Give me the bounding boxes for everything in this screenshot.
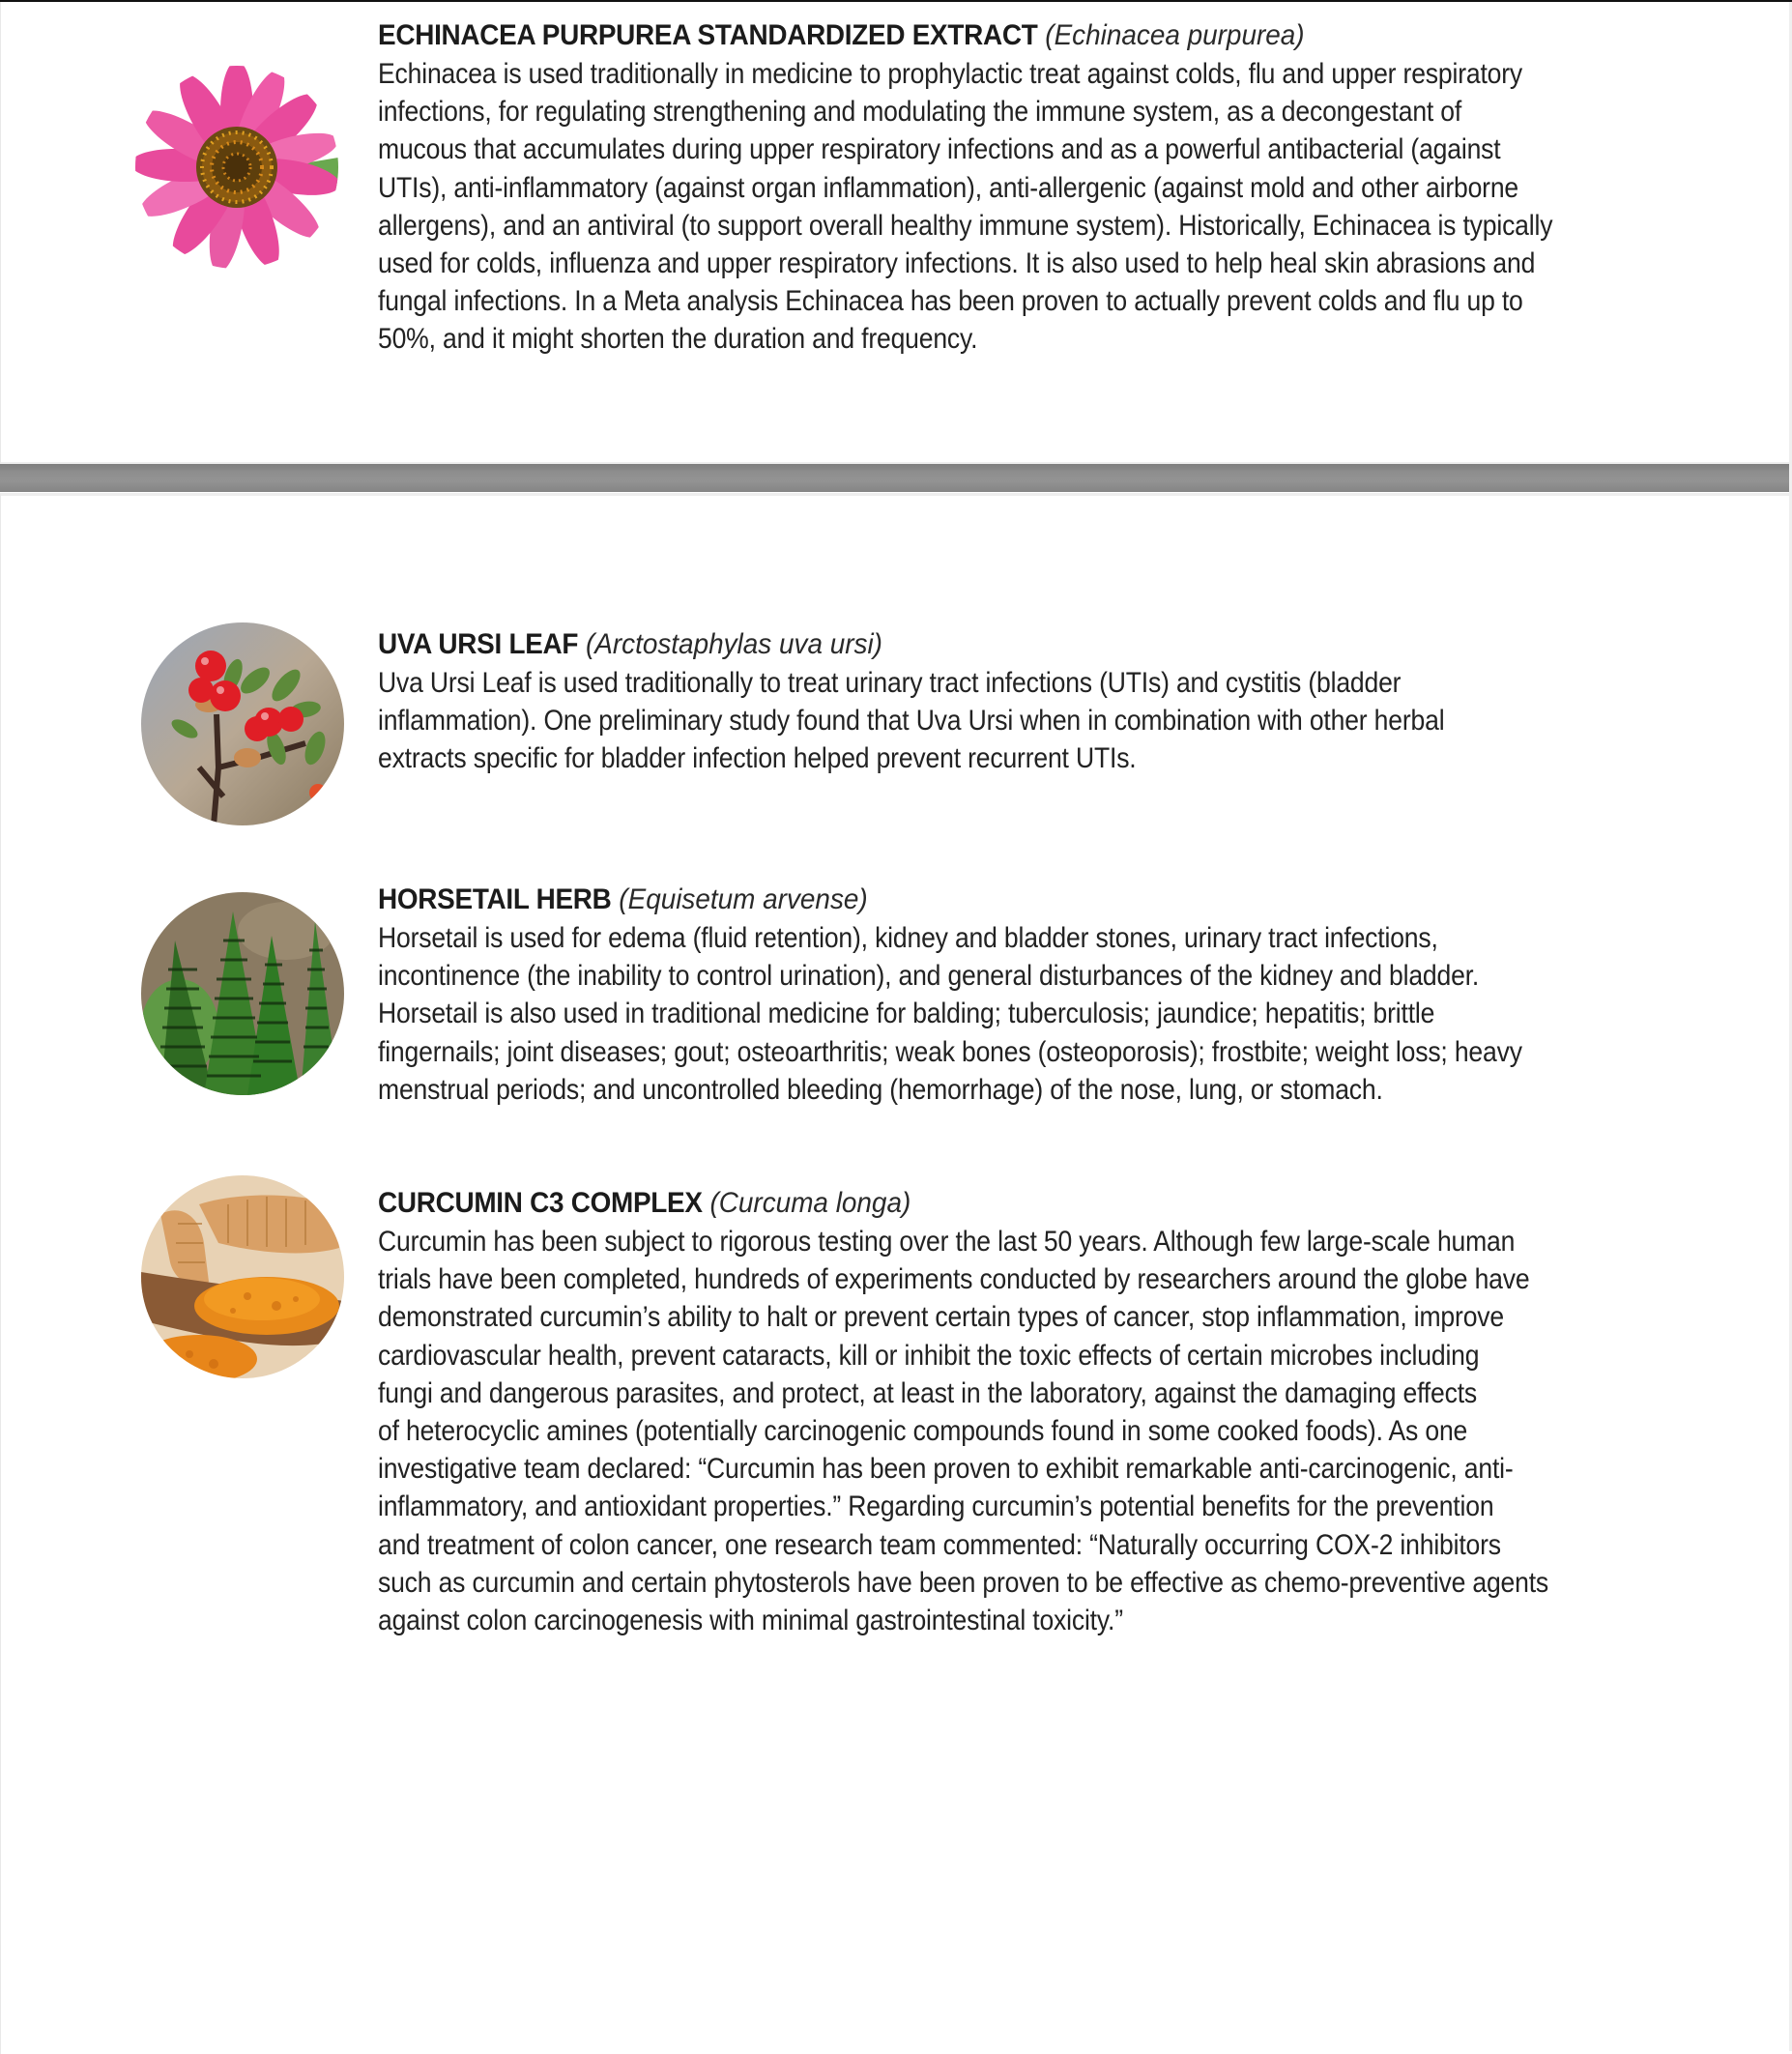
description-line: infections, for regulating strengthening and modulating the immune system, as a decongestant of xyxy=(378,96,1462,129)
description-line: allergens), and an antiviral (to support overall healthy immune system). Historically, Echinacea is typically xyxy=(378,209,1553,242)
herb-latin-name: (Echinacea purpurea) xyxy=(1045,19,1305,51)
description-line: inflammation). One preliminary study found that Uva Ursi when in combination with other herbal xyxy=(378,705,1445,738)
herb-name: ECHINACEA PURPUREA STANDARDIZED EXTRACT xyxy=(378,19,1038,51)
herb-description xyxy=(378,1223,1770,1639)
description-line: Echinacea is used traditionally in medicine to prophylactic treat against colds, flu and upper respiratory xyxy=(378,58,1523,90)
herb-name: CURCUMIN C3 COMPLEX xyxy=(378,1187,703,1219)
description-line: menstrual periods; and uncontrolled bleeding (hemorrhage) of the nose, lung, or stomach. xyxy=(378,1073,1383,1106)
description-line: demonstrated curcumin’s ability to halt or prevent certain types of cancer, stop inflammation, improve xyxy=(378,1301,1504,1334)
description-line: inflammatory, and antioxidant properties.” Regarding curcumin’s potential benefits for the prevention xyxy=(378,1490,1494,1523)
herb-name: HORSETAIL HERB xyxy=(378,883,612,915)
herb-title xyxy=(378,625,1672,664)
description-line: 50%, and it might shorten the duration and frequency. xyxy=(378,323,978,356)
description-line: of heterocyclic amines (potentially carcinogenic compounds found in some cooked foods). As one xyxy=(378,1415,1468,1448)
description-line: UTIs), anti-inflammatory (against organ inflammation), anti-allergenic (against mold and other airborne xyxy=(378,171,1519,204)
herb-title xyxy=(378,16,1672,55)
herb-description xyxy=(378,664,1770,778)
description-line: and treatment of colon cancer, one research team commented: “Naturally occurring COX-2 inhibitors xyxy=(378,1528,1501,1561)
herb-latin-name: (Equisetum arvense) xyxy=(619,883,868,915)
description-line: Horsetail is used for edema (fluid retention), kidney and bladder stones, urinary tract infections, xyxy=(378,922,1438,954)
description-line: fungi and dangerous parasites, and protect, at least in the laboratory, against the damaging effects xyxy=(378,1376,1478,1409)
uva-ursi-image xyxy=(141,622,344,825)
herb-latin-name: (Curcuma longa) xyxy=(709,1187,911,1219)
description-line: used for colds, influenza and upper respiratory infections. It is also used to help heal skin abrasions and xyxy=(378,247,1536,280)
herb-entry-curcumin xyxy=(378,1184,1770,1639)
echinacea-image xyxy=(135,66,338,269)
description-line: fingernails; joint diseases; gout; osteoarthritis; weak bones (osteoporosis); frostbite; weight loss; heavy xyxy=(378,1035,1522,1068)
description-line: against colon carcinogenesis with minimal gastrointestinal toxicity.” xyxy=(378,1605,1123,1637)
horsetail-image xyxy=(141,892,344,1095)
description-line: investigative team declared: “Curcumin has been proven to exhibit remarkable anti-carcinogenic, anti- xyxy=(378,1453,1514,1486)
description-line: mucous that accumulates during upper respiratory infections and as a powerful antibacterial (against xyxy=(378,133,1501,166)
uva-ursi-berries-icon xyxy=(141,622,344,825)
description-line: trials have been completed, hundreds of experiments conducted by researchers around the globe have xyxy=(378,1263,1530,1296)
herb-title xyxy=(378,881,1672,919)
turmeric-root-powder-icon xyxy=(141,1175,344,1378)
herb-latin-name: (Arctostaphylas uva ursi) xyxy=(585,628,882,660)
curcumin-image xyxy=(141,1175,344,1378)
herb-title xyxy=(378,1184,1672,1223)
description-line: cardiovascular health, prevent cataracts, kill or inhibit the toxic effects of certain microbes including xyxy=(378,1339,1480,1372)
description-line: Curcumin has been subject to rigorous testing over the last 50 years. Although few large-scale human xyxy=(378,1226,1516,1258)
herb-entry-uva-ursi xyxy=(378,625,1770,778)
herb-name: UVA URSI LEAF xyxy=(378,628,579,660)
herb-description xyxy=(378,55,1770,359)
description-line: Uva Ursi Leaf is used traditionally to treat urinary tract infections (UTIs) and cystitis (bladder xyxy=(378,667,1402,699)
echinacea-flower-icon xyxy=(135,66,338,269)
section-divider xyxy=(0,464,1792,492)
herb-entry-horsetail xyxy=(378,881,1770,1109)
description-line: Horsetail is also used in traditional medicine for balding; tuberculosis; jaundice; hepatitis; brittle xyxy=(378,998,1435,1030)
description-line: incontinence (the inability to control urination), and general disturbances of the kidney and bladder. xyxy=(378,960,1480,993)
horsetail-plant-icon xyxy=(141,892,344,1095)
description-line: such as curcumin and certain phytosterols have been proven to be effective as chemo-preventive agents xyxy=(378,1566,1549,1599)
herb-description xyxy=(378,919,1770,1109)
description-line: extracts specific for bladder infection helped prevent recurrent UTIs. xyxy=(378,742,1137,775)
herb-entry-echinacea xyxy=(378,16,1770,359)
description-line: fungal infections. In a Meta analysis Echinacea has been proven to actually prevent colds and flu up to xyxy=(378,285,1523,318)
